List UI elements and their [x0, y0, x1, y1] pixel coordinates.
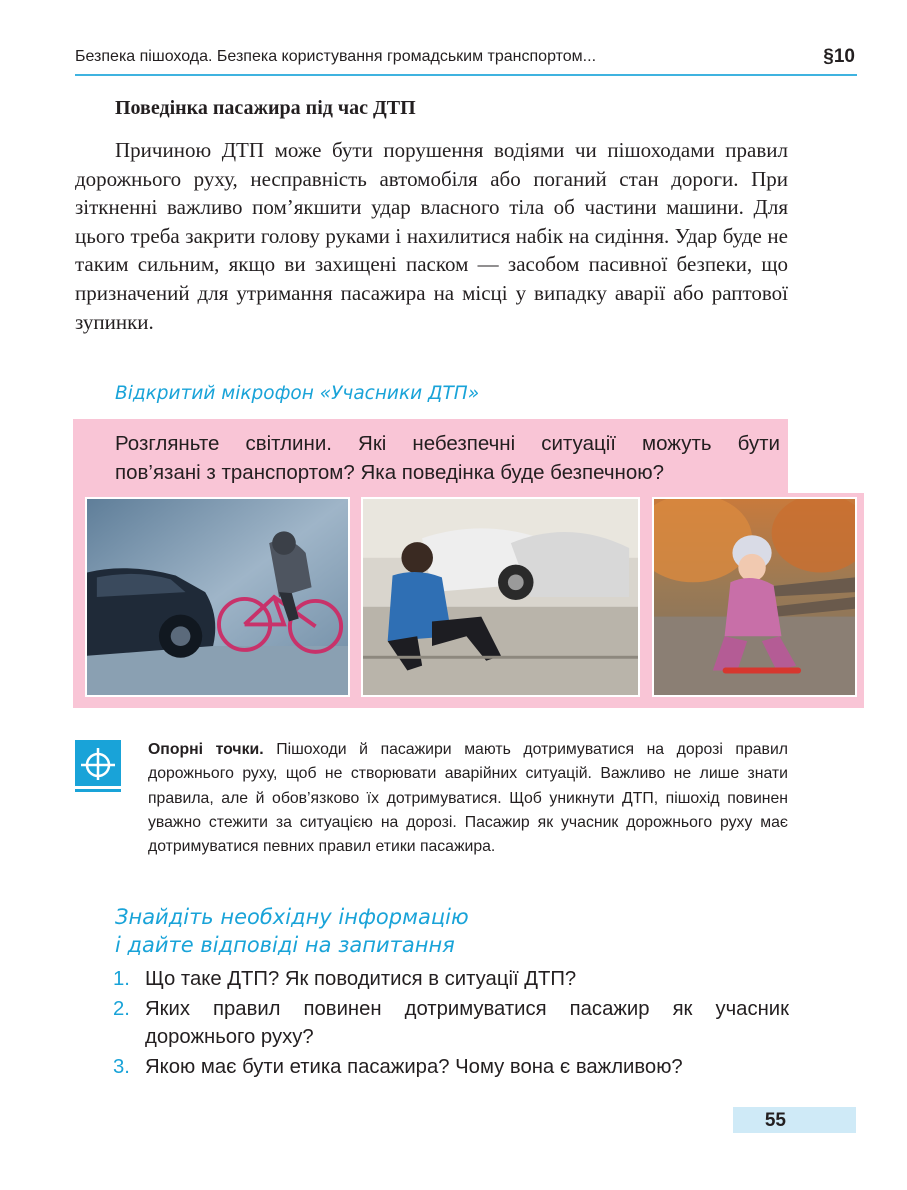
photo-child-railway: [652, 497, 857, 697]
activity-text-line-2: пов’язані з транспортом? Яка поведінка буде безпечною?: [115, 461, 665, 484]
key-icon-underline: [75, 789, 121, 792]
question-item: [113, 995, 789, 1052]
questions-list: [113, 965, 789, 1082]
running-header: [75, 46, 857, 76]
running-header-title: Безпека пішохода. Безпека користування громадським транспортом...: [75, 48, 597, 65]
key-points-text: Пішоходи й пасажири мають дотримуватися на дорозі правил дорожнього руху, щоб не створювати аварійних ситуацій. Важливо не лише знати правила, але й обов’язково їх дотримуватися. Щоб уникнути ДТП, пішохід повинен уважно стежити за ситуацією на дорозі. Пасажир як учасник дорожнього руху має дотримуватися певних правил етики пасажира.: [148, 741, 788, 856]
key-points-label: Опорні точки.: [148, 741, 264, 758]
body-paragraph: Причиною ДТП може бути порушення водіями чи пішоходами правил дорожнього руху, несправність автомобіля або поганий стан дороги. При зіткненні важливо пом’якшити удар власного тіла об частини машини. Для цього треба закрити голову руками і нахилитися набік на сидіння. Удар буде не таким сильним, якщо ви захищені паском — засобом пасивної безпеки, що призначений для утримання пасажира на місці у випадку аварії або раптової зупинки.: [75, 138, 788, 334]
photo-cyclist-car: [85, 497, 350, 697]
activity-text-line-1: Розгляньте світлини. Які небезпечні ситуації можуть бути: [115, 432, 780, 455]
questions-heading: [115, 903, 469, 959]
target-crosshair-icon: [75, 740, 121, 786]
question-item: [113, 965, 789, 994]
photo-accident-woman: [361, 497, 640, 697]
questions-heading-line-1: Знайдіть необхідну інформацію: [115, 905, 469, 929]
question-item: [113, 1053, 789, 1082]
question-text: Що таке ДТП? Як поводитися в ситуації ДТП?: [145, 968, 577, 990]
questions-heading-line-2: і дайте відповіді на запитання: [115, 933, 455, 957]
section-number: §10: [823, 46, 855, 67]
key-points: [148, 738, 788, 859]
section-title: Поведінка пасажира під час ДТП: [115, 97, 416, 119]
question-text: Яких правил повинен дотримуватися пасажир як учасник дорожнього руху?: [145, 997, 789, 1048]
page-number: 55: [764, 1110, 786, 1131]
question-text: Якою має бути етика пасажира? Чому вона є важливою?: [145, 1055, 683, 1078]
activity-heading: Відкритий мікрофон «Учасники ДТП»: [115, 383, 480, 404]
activity-text: [115, 429, 780, 487]
question-number: 1.: [113, 968, 130, 990]
page-number-tab: [733, 1107, 856, 1133]
question-number: 3.: [113, 1055, 130, 1078]
question-number: 2.: [113, 997, 130, 1020]
